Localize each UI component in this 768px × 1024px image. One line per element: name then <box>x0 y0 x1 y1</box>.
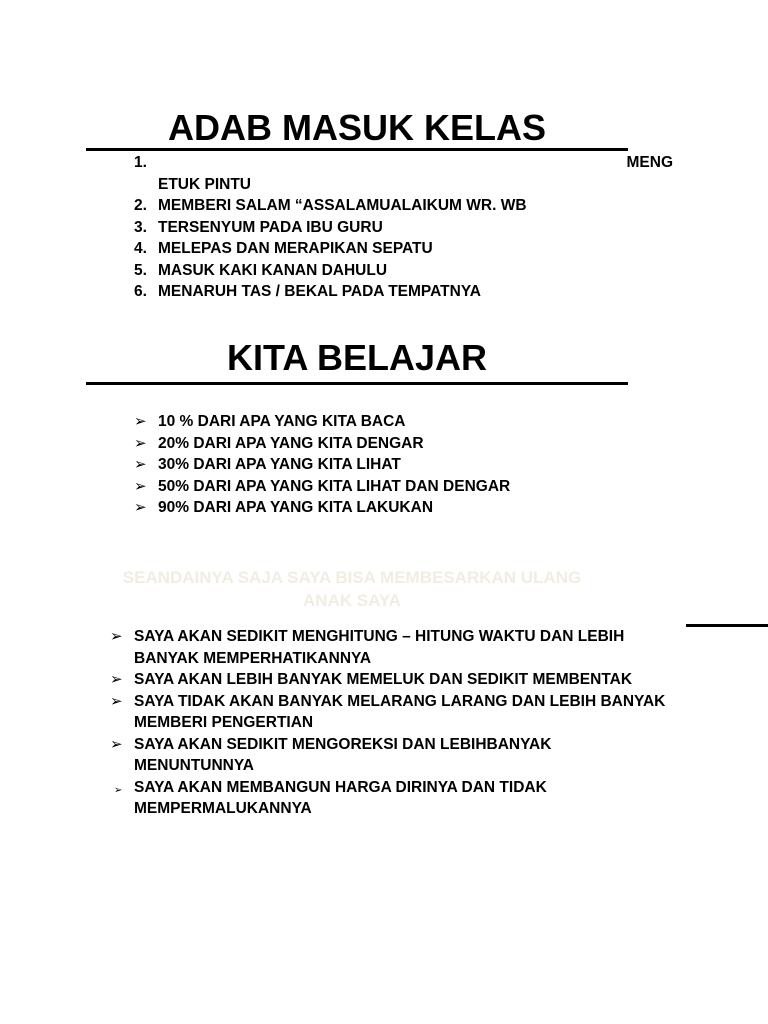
item-number: 2. <box>134 197 147 214</box>
list-item <box>134 411 634 433</box>
list-item <box>134 497 634 519</box>
item-number: 5. <box>134 261 147 279</box>
item-text: 50% DARI APA YANG KITA LIHAT DAN DENGAR <box>158 477 511 495</box>
list-item <box>110 669 670 691</box>
item-text: TERSENYUM PADA IBU GURU <box>158 218 383 236</box>
kita-belajar-list <box>134 411 634 519</box>
arrowhead-bullet-icon: ➢ <box>134 413 147 430</box>
item-text: 30% DARI APA YANG KITA LIHAT <box>158 456 401 473</box>
item-text: SAYA AKAN SEDIKIT MENGOREKSI DAN LEBIHBANYAK MENUNTUNNYA <box>134 735 552 774</box>
list-item <box>134 260 679 282</box>
item-text: SAYA AKAN LEBIH BANYAK MEMELUK DAN SEDIKIT MEMBENTAK <box>134 671 633 688</box>
item-text: 90% DARI APA YANG KITA LAKUKAN <box>158 499 434 516</box>
list-item <box>110 691 670 734</box>
item-text: MEMBERI SALAM “ASSALAMUALAIKUM WR. WB <box>158 197 527 214</box>
item-number: 1. <box>134 154 147 171</box>
list-item <box>134 152 679 195</box>
arrowhead-bullet-icon: ➢ <box>110 628 123 645</box>
item-text: MELEPAS DAN MERAPIKAN SEPATU <box>158 240 433 257</box>
arrowhead-bullet-icon: ➢ <box>110 692 123 710</box>
arrowhead-bullet-icon: ➢ <box>110 671 123 688</box>
item-number: 4. <box>134 240 147 257</box>
side-rule <box>686 624 768 627</box>
faded-heading <box>40 566 664 612</box>
item-number: 3. <box>134 218 147 236</box>
list-item <box>134 476 634 498</box>
item-number: 6. <box>134 283 147 300</box>
list-item <box>134 454 634 476</box>
arrowhead-bullet-icon: ➢ <box>114 784 123 796</box>
item-text: 10 % DARI APA YANG KITA BACA <box>158 413 406 430</box>
item-text: SAYA AKAN SEDIKIT MENGHITUNG – HITUNG WAKTU DAN LEBIH BANYAK MEMPERHATIKANNYA <box>134 628 625 667</box>
list-item <box>134 217 679 239</box>
arrowhead-bullet-icon: ➢ <box>110 735 123 753</box>
item-text: 20% DARI APA YANG KITA DENGAR <box>158 434 424 452</box>
title-underline <box>86 382 628 385</box>
title-kita-belajar: KITA BELAJAR <box>227 337 487 378</box>
title-underline <box>86 148 628 151</box>
list-item <box>110 734 670 777</box>
item-text: SAYA TIDAK AKAN BANYAK MELARANG LARANG DAN LEBIH BANYAK MEMBERI PENGERTIAN <box>134 692 666 731</box>
list-item <box>134 433 634 455</box>
adab-list <box>134 152 679 303</box>
title-adab-masuk-kelas: ADAB MASUK KELAS <box>168 107 546 148</box>
list-item <box>110 777 670 820</box>
item-text-continuation: ETUK PINTU <box>158 175 251 193</box>
arrowhead-bullet-icon: ➢ <box>134 456 147 473</box>
list-item <box>110 626 670 669</box>
faded-heading-line: SEANDAINYA SAJA SAYA BISA MEMBESARKAN ULANG <box>122 568 582 587</box>
wish-list <box>110 626 670 820</box>
item-text: MENARUH TAS / BEKAL PADA TEMPATNYA <box>158 283 481 300</box>
faded-heading-line: ANAK SAYA <box>303 591 401 610</box>
list-item <box>134 281 679 303</box>
item-text-start: MENG <box>626 154 673 171</box>
list-item <box>134 195 679 217</box>
item-text: MASUK KAKI KANAN DAHULU <box>158 261 388 279</box>
arrowhead-bullet-icon: ➢ <box>134 499 147 516</box>
arrowhead-bullet-icon: ➢ <box>134 477 147 495</box>
item-text: SAYA AKAN MEMBANGUN HARGA DIRINYA DAN TIDAK MEMPERMALUKANNYA <box>134 778 547 817</box>
list-item <box>134 238 679 260</box>
arrowhead-bullet-icon: ➢ <box>134 434 147 452</box>
